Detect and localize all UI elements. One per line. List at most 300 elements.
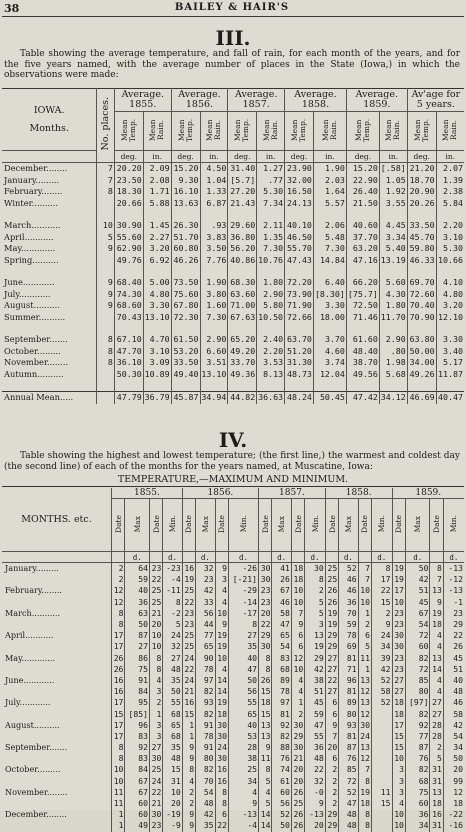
value-cell: 3.55	[379, 198, 407, 210]
value-cell: 47	[228, 664, 258, 675]
value-cell: 76	[405, 753, 430, 764]
value-cell: 56	[196, 608, 215, 619]
value-cell: 67.63	[228, 312, 257, 324]
max-header-label: Max	[200, 515, 210, 533]
value-cell	[379, 323, 407, 334]
max-min-temperature-table	[2, 488, 464, 832]
value-cell: 36.10	[114, 357, 143, 369]
table-row	[2, 255, 464, 267]
value-cell	[313, 209, 346, 220]
value-cell: 46.33	[407, 255, 436, 267]
value-cell: 3.09	[143, 357, 171, 369]
value-cell: 12	[453, 786, 463, 797]
value-cell: 36	[305, 742, 326, 753]
value-cell: 12	[358, 753, 371, 764]
value-cell: 18	[358, 798, 371, 809]
date-header	[325, 499, 338, 552]
min-header-label: Min.	[377, 515, 387, 533]
row-label: Spring..........	[2, 255, 97, 267]
value-cell: 21.50	[346, 198, 379, 210]
places-cell: 9	[97, 277, 115, 289]
row-label: September.......	[2, 334, 97, 346]
value-cell: 17	[392, 585, 405, 596]
value-cell: 53.20	[171, 346, 200, 358]
temperature-subtitle: TEMPERATURE,—MAXIMUM AND MINIMUM.	[117, 474, 349, 485]
value-cell: 2.08	[143, 175, 171, 187]
places-cell	[97, 266, 115, 277]
value-cell: 10	[149, 630, 162, 641]
value-cell: 3.10	[443, 231, 463, 242]
value-cell	[228, 380, 257, 392]
value-cell: 18	[392, 708, 405, 719]
value-cell: 15	[392, 742, 405, 753]
value-cell: 22	[149, 787, 162, 798]
value-cell: 2	[149, 697, 162, 708]
row-label: Summer..........	[2, 312, 97, 324]
table-row	[2, 574, 464, 585]
value-cell	[143, 209, 171, 220]
value-cell: 29	[325, 630, 338, 641]
value-cell: 5.84	[443, 197, 463, 208]
value-cell: 30	[149, 809, 162, 820]
date-header	[112, 499, 125, 552]
value-cell: 9	[215, 563, 228, 575]
value-cell: 64	[125, 563, 150, 575]
value-cell: 73.90	[285, 289, 314, 301]
table-row	[2, 380, 464, 392]
unit-blank	[182, 552, 195, 563]
t4-year-1859: 1859.	[392, 488, 464, 499]
table-row	[2, 675, 464, 686]
value-cell: -12	[448, 574, 463, 585]
value-cell: 10	[358, 585, 371, 596]
max-header-label: Max	[413, 515, 423, 533]
value-cell: 23	[259, 585, 272, 596]
value-cell: 47.16	[346, 255, 379, 267]
value-cell: 26	[291, 787, 304, 798]
row-label: Annual Mean.....	[2, 392, 97, 404]
max-header	[196, 499, 215, 552]
value-cell: 1.64	[313, 186, 346, 198]
value-cell: 55	[305, 731, 326, 742]
places-cell: 8	[97, 186, 115, 198]
date-header-label: Date	[327, 515, 337, 533]
value-cell: 20	[291, 776, 304, 787]
value-cell: 1	[112, 809, 125, 820]
value-cell: 82	[196, 764, 215, 775]
value-cell: 82	[405, 653, 430, 664]
date-header	[215, 499, 228, 552]
value-cell: 9	[325, 720, 338, 731]
value-cell	[436, 323, 464, 334]
value-cell: 60	[125, 798, 150, 809]
unit-blank	[215, 552, 228, 563]
value-cell: 23	[392, 653, 405, 664]
value-cell: 52	[272, 809, 291, 820]
value-cell: 24	[358, 731, 371, 742]
value-cell: 31.30	[285, 357, 314, 369]
value-cell	[228, 323, 257, 334]
row-label	[2, 209, 97, 220]
value-cell: 2	[430, 742, 443, 753]
value-cell: 20	[453, 764, 463, 775]
value-cell: 19	[392, 563, 405, 575]
value-cell: 48	[339, 809, 358, 820]
value-cell: 13	[358, 742, 371, 753]
value-cell: 22	[149, 574, 162, 585]
value-cell: 17	[112, 697, 125, 708]
value-cell: 13	[430, 787, 443, 798]
value-cell: 18	[430, 798, 443, 809]
value-cell: 1.33	[200, 186, 228, 198]
value-cell: 8	[358, 820, 371, 831]
value-cell: 40.47	[438, 392, 463, 403]
value-cell: 13	[358, 697, 371, 708]
value-cell: 2	[112, 563, 125, 575]
value-cell: 19	[325, 608, 338, 619]
value-cell: 80	[339, 708, 358, 719]
value-cell: 30	[215, 731, 228, 742]
value-cell	[171, 323, 200, 334]
value-cell: 3.10	[143, 346, 171, 358]
month-label	[2, 708, 112, 719]
value-cell: 36	[125, 597, 150, 608]
value-cell: 42	[453, 719, 463, 730]
value-cell: 26.30	[171, 220, 200, 232]
value-cell: 31	[430, 820, 443, 831]
value-cell: 99	[453, 775, 463, 786]
value-cell: 2.90	[257, 289, 285, 301]
value-cell: 51	[453, 663, 463, 674]
places-cell: 7	[97, 163, 115, 175]
value-cell: 50	[272, 820, 291, 831]
mean-rain-header	[143, 112, 171, 151]
value-cell: 3.50	[200, 243, 228, 255]
date-header	[149, 499, 162, 552]
value-cell: 96	[125, 720, 150, 731]
months-label: Months.	[29, 122, 69, 134]
value-cell: 63	[125, 608, 150, 619]
value-cell: -23	[163, 563, 182, 575]
value-cell: 6	[215, 809, 228, 820]
unit-in: in.	[257, 151, 285, 163]
value-cell: 48	[305, 753, 326, 764]
value-cell: 10	[291, 597, 304, 608]
value-cell: 2	[305, 585, 326, 596]
value-cell: 18	[291, 563, 304, 575]
table-row	[2, 186, 464, 198]
value-cell: 23	[392, 664, 405, 675]
value-cell: 83	[125, 753, 150, 764]
value-cell: 44	[196, 619, 215, 630]
value-cell: 23	[259, 597, 272, 608]
value-cell: 20	[291, 764, 304, 775]
value-cell: 25	[149, 585, 162, 596]
value-cell: 72	[405, 664, 430, 675]
value-cell: 19	[392, 574, 405, 585]
value-cell	[372, 753, 393, 764]
value-cell: 42	[305, 664, 326, 675]
value-cell: 5.88	[143, 198, 171, 210]
table-row	[2, 334, 464, 346]
unit-d: d.	[196, 552, 215, 563]
month-label	[2, 619, 112, 630]
value-cell: 80	[405, 686, 430, 697]
table-row	[2, 686, 464, 697]
value-cell: 20	[325, 742, 338, 753]
value-cell: 1.45	[143, 220, 171, 232]
value-cell: 10	[392, 820, 405, 831]
value-cell: 6	[325, 697, 338, 708]
value-cell: 32.00	[285, 175, 314, 187]
table-row	[2, 753, 464, 764]
month-label: August..........	[2, 720, 112, 731]
value-cell: 60	[125, 809, 150, 820]
month-label	[2, 731, 112, 742]
value-cell: 65	[196, 641, 215, 652]
table-row	[2, 266, 464, 277]
value-cell: -2	[163, 608, 182, 619]
value-cell: 5	[358, 641, 371, 652]
t4-year-1856: 1856.	[182, 488, 258, 499]
value-cell: 33	[196, 597, 215, 608]
value-cell: 2.20	[443, 220, 463, 231]
value-cell: 72.50	[346, 300, 379, 312]
value-cell: 13	[430, 585, 443, 596]
value-cell	[200, 323, 228, 334]
value-cell: 92	[272, 720, 291, 731]
value-cell: 4	[228, 787, 258, 798]
value-cell	[372, 776, 393, 787]
value-cell: 13.19	[380, 254, 406, 265]
month-label: December........	[2, 809, 112, 820]
places-cell: 9	[97, 300, 115, 312]
value-cell: 36.80	[228, 232, 257, 244]
value-cell: 75.60	[171, 289, 200, 301]
month-label	[2, 574, 112, 585]
value-cell: 48	[453, 686, 463, 697]
page-number: 38	[4, 2, 20, 15]
value-cell: 40	[228, 720, 258, 731]
min-header-label: Min.	[449, 515, 459, 533]
value-cell: 46	[453, 697, 463, 708]
value-cell: 35	[228, 641, 258, 652]
value-cell	[346, 266, 379, 277]
value-cell	[285, 209, 314, 220]
value-cell	[379, 209, 407, 220]
value-cell: 11.70	[380, 311, 406, 322]
state-label: IOWA.	[33, 104, 65, 116]
section-4-caption	[4, 451, 460, 472]
value-cell: 21.43	[228, 198, 257, 210]
value-cell: 9	[182, 742, 195, 753]
value-cell: 28	[430, 731, 443, 742]
value-cell: 69	[339, 641, 358, 652]
date-header-label: Date	[394, 515, 404, 533]
value-cell: 36	[405, 809, 430, 820]
value-cell: 4.80	[443, 288, 463, 299]
row-label: July............	[2, 289, 97, 301]
value-cell: 20	[163, 798, 182, 809]
unit-deg: deg.	[228, 151, 257, 163]
value-cell: 5.80	[257, 300, 285, 312]
value-cell: 3	[215, 574, 228, 585]
value-cell: 25	[182, 585, 195, 596]
value-cell: 1.71	[143, 186, 171, 198]
table-row	[2, 232, 464, 244]
value-cell: 4.70	[143, 334, 171, 346]
value-cell: 33.50	[407, 220, 436, 232]
value-cell: 11	[112, 798, 125, 809]
value-cell: 3	[392, 764, 405, 775]
value-cell: 71.00	[228, 300, 257, 312]
value-cell: 1.98	[379, 357, 407, 369]
value-cell: 48	[163, 753, 182, 764]
value-cell: 8	[358, 776, 371, 787]
table-4-year-row	[2, 488, 464, 499]
value-cell: 19	[430, 608, 443, 619]
value-cell	[143, 266, 171, 277]
five-year-average-label: Av'age for 5 years.	[407, 89, 464, 112]
value-cell: 31	[163, 776, 182, 787]
value-cell: 5.30	[443, 243, 463, 254]
value-cell: 19	[358, 787, 371, 798]
value-cell: 92	[405, 720, 430, 731]
value-cell: 87	[405, 742, 430, 753]
value-cell: 97	[196, 675, 215, 686]
value-cell: 17	[392, 720, 405, 731]
value-cell: 10	[163, 787, 182, 798]
unit-deg: deg.	[407, 151, 436, 163]
value-cell: 30	[392, 630, 405, 641]
value-cell: 90	[196, 653, 215, 664]
value-cell: 12	[112, 585, 125, 596]
mean-temp-header	[407, 112, 436, 151]
value-cell: 9	[430, 597, 443, 608]
value-cell: 26	[453, 641, 463, 652]
unit-d: d.	[125, 552, 150, 563]
value-cell: 4.30	[379, 289, 407, 301]
value-cell: 18	[291, 574, 304, 585]
unit-d: d.	[443, 552, 464, 563]
places-cell	[97, 209, 115, 220]
value-cell: 27	[392, 675, 405, 686]
value-cell: 3.70	[313, 334, 346, 346]
value-cell: 18.70	[407, 175, 436, 187]
value-cell	[372, 731, 393, 742]
value-cell: 86	[125, 653, 150, 664]
table-row	[2, 798, 464, 809]
value-cell: 11	[358, 653, 371, 664]
value-cell: 15.20	[346, 163, 379, 175]
value-cell: 3.30	[143, 300, 171, 312]
unit-blank	[430, 552, 443, 563]
value-cell: 55.70	[285, 243, 314, 255]
value-cell: 9	[182, 809, 195, 820]
value-cell	[407, 266, 436, 277]
value-cell: 2.03	[313, 175, 346, 187]
value-cell: 10.66	[438, 254, 463, 265]
value-cell: 24	[215, 742, 228, 753]
value-cell: -13	[305, 809, 326, 820]
table-row	[2, 392, 464, 404]
month-label	[2, 597, 112, 608]
value-cell: 91	[125, 675, 150, 686]
value-cell: 36.63	[258, 392, 284, 403]
value-cell: 27.20	[228, 186, 257, 198]
value-cell: 4	[215, 664, 228, 675]
table-row	[2, 585, 464, 596]
value-cell: 72.20	[285, 277, 314, 289]
value-cell: 70.43	[114, 312, 143, 324]
value-cell: 1.39	[443, 174, 463, 185]
value-cell: 2.38	[443, 186, 463, 197]
value-cell: 72	[339, 776, 358, 787]
mean-rain-label: Mean Rain.	[148, 119, 166, 141]
value-cell: 81	[339, 686, 358, 697]
value-cell: 78	[196, 664, 215, 675]
value-cell: 81	[339, 653, 358, 664]
value-cell: 72.60	[407, 289, 436, 301]
unit-d: d.	[372, 552, 393, 563]
value-cell: 52	[372, 675, 393, 686]
value-cell: 6.40	[313, 277, 346, 289]
value-cell: 48	[196, 798, 215, 809]
value-cell	[346, 323, 379, 334]
value-cell: 45	[453, 652, 463, 663]
value-cell: 52	[339, 563, 358, 575]
value-cell: 2	[325, 787, 338, 798]
unit-blank	[149, 552, 162, 563]
value-cell: 25	[182, 630, 195, 641]
value-cell: 63.60	[228, 289, 257, 301]
value-cell	[313, 323, 346, 334]
unit-in: in.	[313, 151, 346, 163]
value-cell: 24	[182, 653, 195, 664]
value-cell: 16	[112, 675, 125, 686]
value-cell: 2	[182, 798, 195, 809]
value-cell: 2.90	[200, 334, 228, 346]
value-cell: 39	[372, 653, 393, 664]
value-cell: 67.80	[171, 300, 200, 312]
value-cell: 50.45	[313, 392, 346, 404]
value-cell	[114, 380, 143, 392]
row-label: November........	[2, 357, 97, 369]
value-cell: 15	[182, 708, 195, 719]
value-cell: 37.70	[346, 232, 379, 244]
value-cell: -0	[305, 787, 326, 798]
value-cell: -16	[448, 820, 463, 831]
value-cell: 16	[215, 776, 228, 787]
value-cell: 67.10	[114, 334, 143, 346]
value-cell	[114, 209, 143, 220]
value-cell: 3	[149, 731, 162, 742]
value-cell: -22	[448, 809, 463, 820]
mean-temp-header	[346, 112, 379, 151]
t4-year-1858: 1858.	[325, 488, 392, 499]
value-cell: 34	[372, 641, 393, 652]
mean-temp-label: Mean Temp.	[119, 118, 137, 142]
value-cell: 1	[182, 731, 195, 742]
value-cell: 26	[325, 597, 338, 608]
value-cell	[372, 764, 393, 775]
value-cell: 31.40	[228, 163, 257, 175]
value-cell: 25	[325, 574, 338, 585]
section-4-numeral: IV.	[218, 428, 248, 452]
value-cell: 22	[182, 597, 195, 608]
value-cell: 50	[228, 675, 258, 686]
table-row	[2, 357, 464, 369]
